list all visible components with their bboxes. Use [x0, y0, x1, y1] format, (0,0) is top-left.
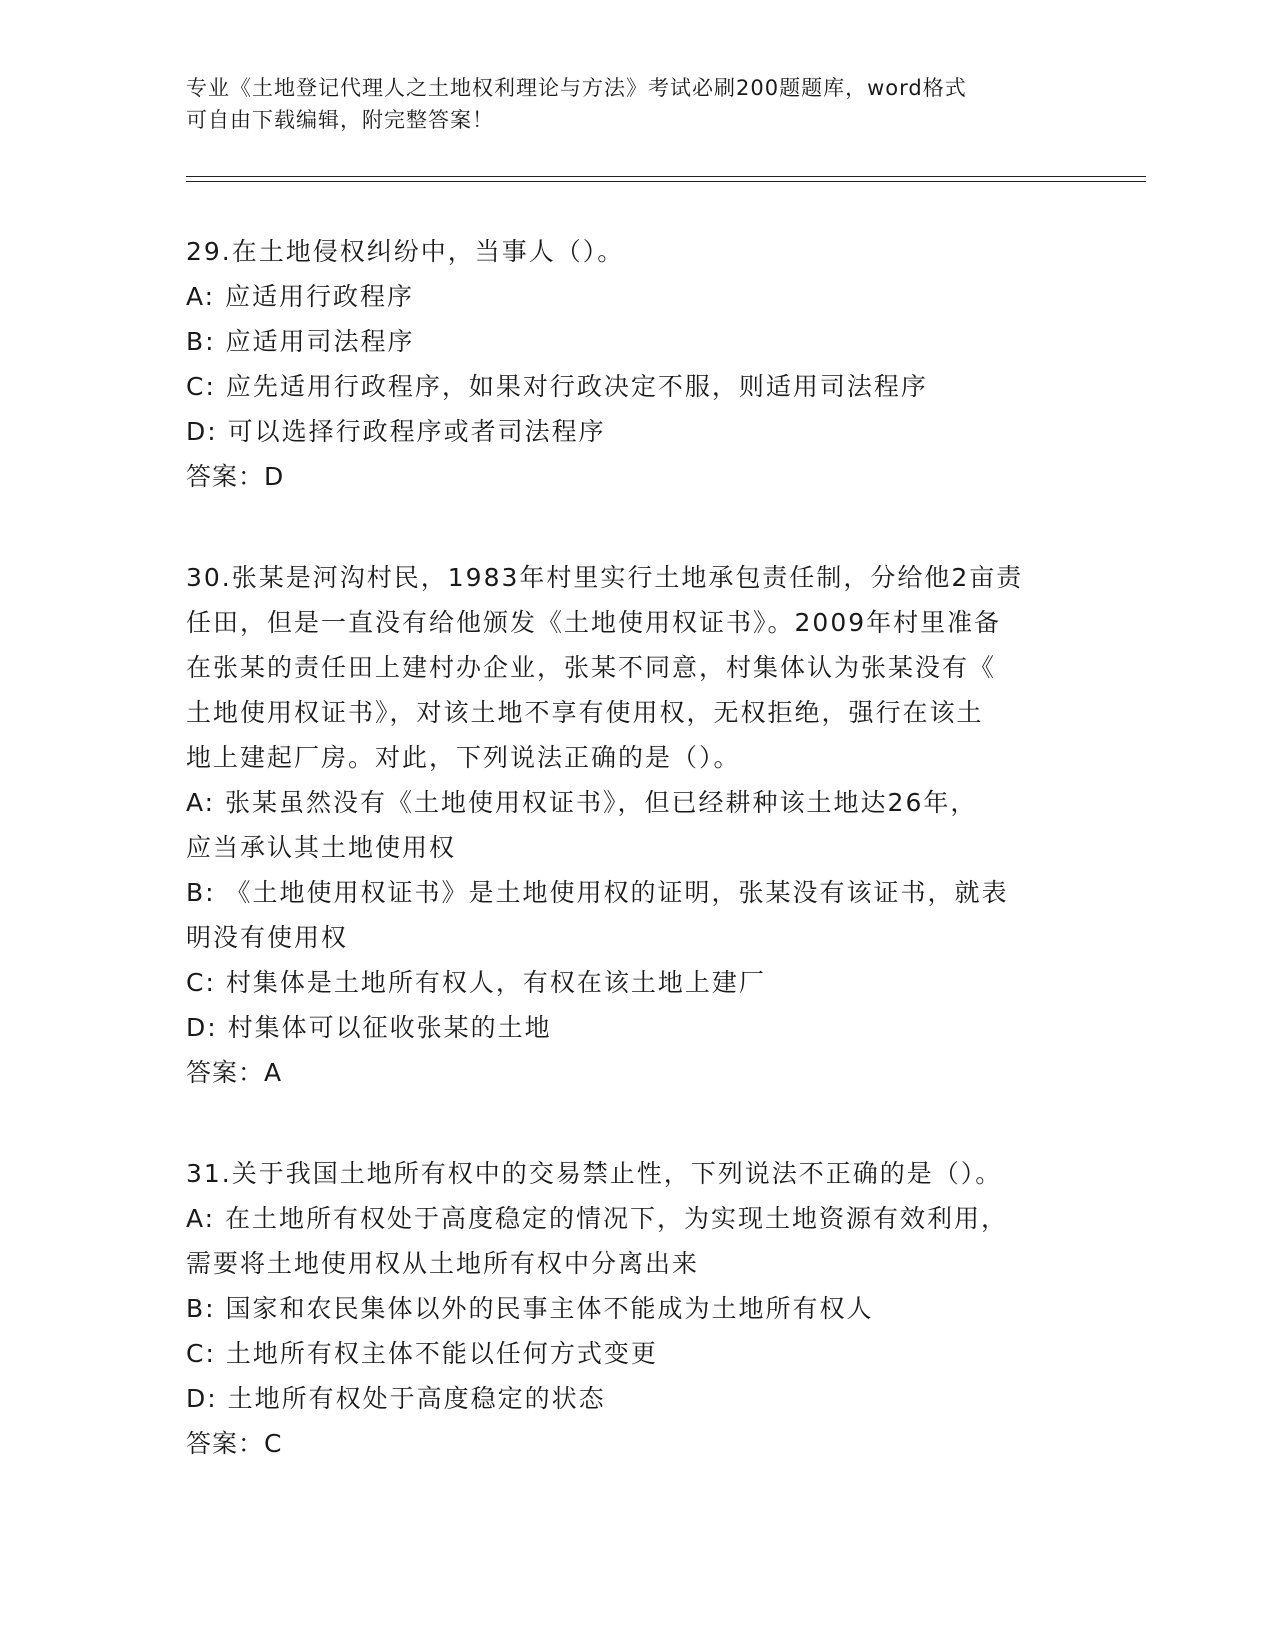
option-b-line-2: 明没有使用权 [186, 923, 349, 952]
answer: 答案：C [186, 1429, 283, 1458]
option-d: D: 村集体可以征收张某的土地 [186, 1013, 552, 1042]
answer: 答案：A [186, 1058, 283, 1087]
question-list [186, 229, 1086, 1522]
question-stem-line-4: 土地使用权证书》，对该土地不享有使用权，无权拒绝，强行在该土 [186, 698, 984, 727]
question-stem-line-2: 任田，但是一直没有给他颁发《土地使用权证书》。2009年村里准备 [186, 608, 1002, 637]
option-b: B: 应适用司法程序 [186, 327, 415, 356]
header-divider [186, 176, 1146, 182]
option-d: D: 土地所有权处于高度稳定的状态 [186, 1384, 606, 1413]
question-stem-line-3: 在张某的责任田上建村办企业，张某不同意，村集体认为张某没有《 [186, 653, 997, 682]
option-c: C: 村集体是土地所有权人，有权在该土地上建厂 [186, 968, 766, 997]
option-a-line-1: A: 张某虽然没有《土地使用权证书》，但已经耕种该土地达26年， [186, 788, 978, 817]
question-29 [186, 229, 1086, 499]
question-31 [186, 1151, 1086, 1466]
header-line-1: 专业《土地登记代理人之土地权利理论与方法》考试必刷200题题库，word格式 [186, 76, 967, 100]
option-d: D: 可以选择行政程序或者司法程序 [186, 417, 606, 446]
question-stem: 31.关于我国土地所有权中的交易禁止性，下列说法不正确的是（）。 [186, 1159, 1003, 1188]
option-a: A: 应适用行政程序 [186, 282, 415, 311]
question-stem-line-5: 地上建起厂房。对此，下列说法正确的是（）。 [186, 743, 741, 772]
option-a-line-2: 需要将土地使用权从土地所有权中分离出来 [186, 1249, 700, 1278]
option-c: C: 应先适用行政程序，如果对行政决定不服，则适用司法程序 [186, 372, 928, 401]
question-30 [186, 555, 1086, 1095]
option-c: C: 土地所有权主体不能以任何方式变更 [186, 1339, 658, 1368]
question-stem: 29.在土地侵权纠纷中，当事人（）。 [186, 237, 625, 266]
header-line-2: 可自由下载编辑，附完整答案！ [186, 108, 494, 132]
document-header [186, 72, 1066, 136]
option-b-line-1: B: 《土地使用权证书》是土地使用权的证明，张某没有该证书，就表 [186, 878, 1009, 907]
option-a-line-2: 应当承认其土地使用权 [186, 833, 457, 862]
option-a-line-1: A: 在土地所有权处于高度稳定的情况下，为实现土地资源有效利用， [186, 1204, 1009, 1233]
answer: 答案：D [186, 462, 285, 491]
question-stem-line-1: 30.张某是河沟村民，1983年村里实行土地承包责任制，分给他2亩责 [186, 563, 1024, 592]
option-b: B: 国家和农民集体以外的民事主体不能成为土地所有权人 [186, 1294, 874, 1323]
